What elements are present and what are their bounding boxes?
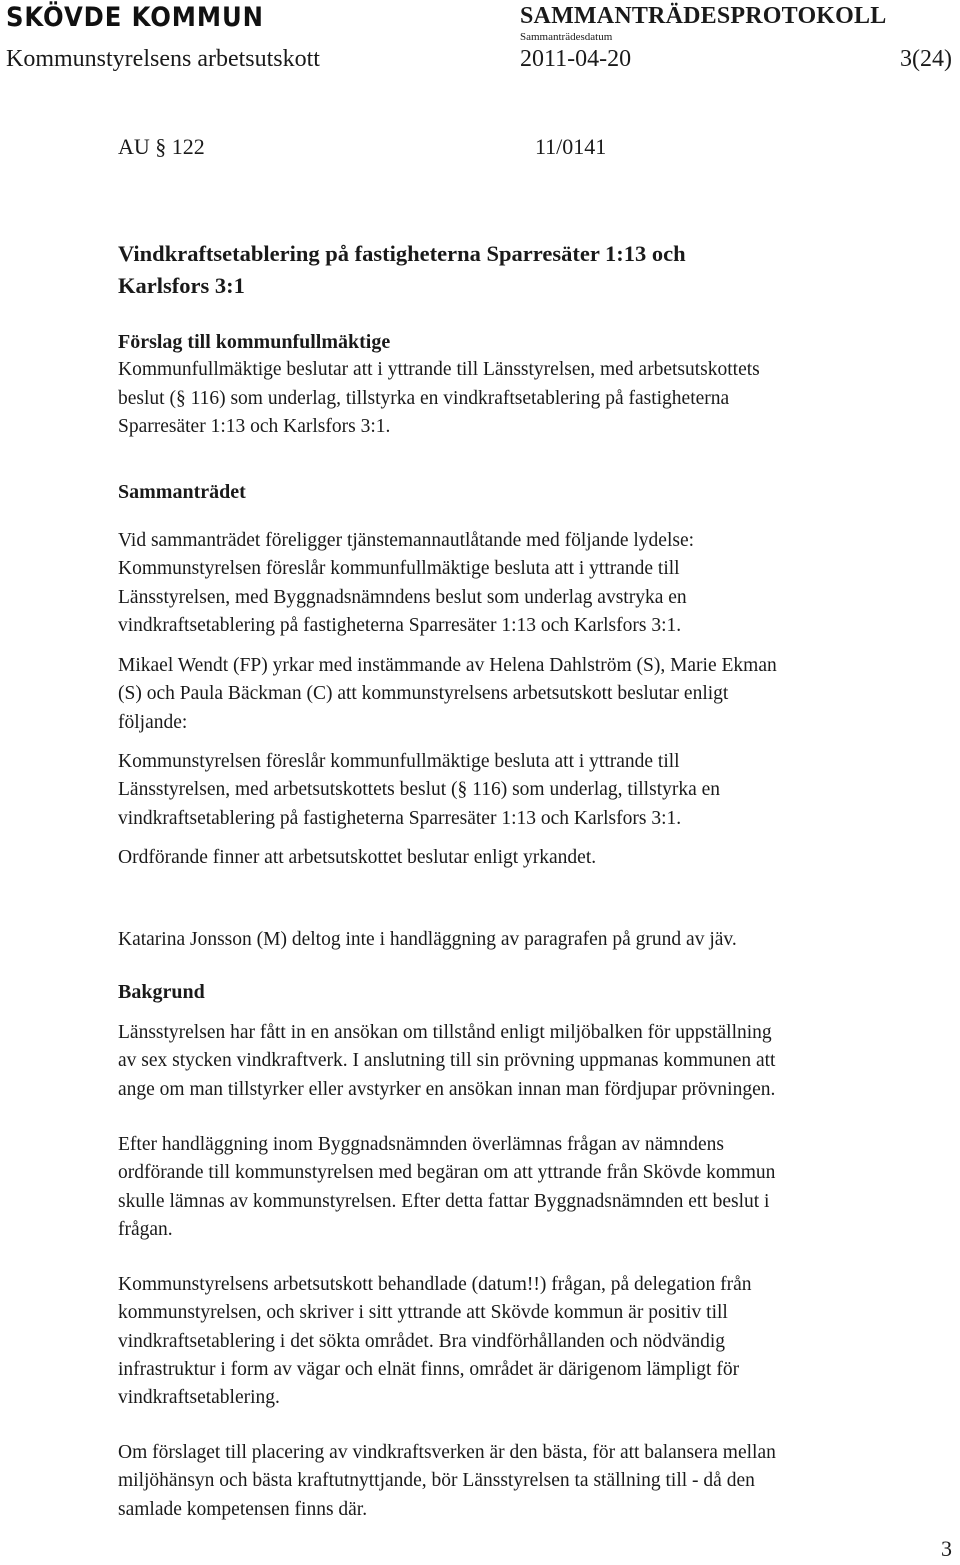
proposal-heading: Förslag till kommunfullmäktige xyxy=(118,331,391,353)
page-number: 3 xyxy=(941,1536,952,1561)
decision-paragraph: Ordförande finner att arbetsutskottet beslutar enligt yrkandet. xyxy=(118,847,597,868)
meeting-date: 2011-04-20 xyxy=(520,46,632,72)
case-number: 11/0141 xyxy=(535,134,607,159)
item-title-line: Karlsfors 3:1 xyxy=(118,273,245,298)
background-paragraph: Efter handläggning inom Byggnadsnämnden överlämnas frågan av nämndens ordförande till kommunstyrelsen med begäran om att yttrande från Skövde kommun skulle lämnas av kommunstyrelsen. Efter detta fattar Byggnadsnämnden ett beslut i frågan. xyxy=(118,1134,776,1240)
document-type: SAMMANTRÄDESPROTOKOLL xyxy=(520,3,887,29)
item-title-line: Vindkraftsetablering på fastigheterna Sparresäter 1:13 och xyxy=(118,241,686,266)
recusal-paragraph: Katarina Jonsson (M) deltog inte i handläggning av paragrafen på grund av jäv. xyxy=(118,929,737,950)
committee-name: Kommunstyrelsens arbetsutskott xyxy=(6,46,320,72)
item-title xyxy=(118,238,948,302)
proposal-section xyxy=(118,328,948,441)
paragraph-number: AU § 122 xyxy=(118,134,205,159)
municipality-logo: SKÖVDE KOMMUN xyxy=(6,2,264,33)
meeting-heading-wrap xyxy=(118,478,948,506)
motion-paragraph: Mikael Wendt (FP) yrkar med instämmande av Helena Dahlström (S), Marie Ekman (S) och Paula Bäckman (C) att kommunstyrelsens arbetsutskott beslutar enligt följande: xyxy=(118,655,777,733)
meeting-paragraph: Vid sammanträdet föreligger tjänstemannautlåtande med följande lydelse: Kommunstyrelsen föreslår kommunfullmäktige besluta att i yttrande till Länsstyrelsen, med Byggnadsnämndens beslut som underlag avstryka en vindkraftsetablering på fastigheterna Sparresäter 1:13 och Karlsfors 3:1. xyxy=(118,530,695,636)
background-heading-wrap xyxy=(118,978,948,1006)
motion-proposal-paragraph: Kommunstyrelsen föreslår kommunfullmäktige besluta att i yttrande till Länsstyrelsen, med arbetsutskottets beslut (§ 116) som underlag, tillstyrka en vindkraftsetablering på fastigheterna Sparresäter 1:13 och Karlsfors 3:1. xyxy=(118,751,721,829)
background-heading: Bakgrund xyxy=(118,981,205,1003)
page-reference: 3(24) xyxy=(900,46,952,72)
background-paragraph: Kommunstyrelsens arbetsutskott behandlade (datum!!) frågan, på delegation från kommunstyrelsen, och skriver i sitt yttrande att Skövde kommun är positiv till vindkraftsetablering i det sökta området. Bra vindförhållanden och nödvändig infrastruktur i form av vägar och elnät finns, området är därigenom lämpligt för vindkraftsetablering. xyxy=(118,1274,752,1409)
proposal-text: Kommunfullmäktige beslutar att i yttrande till Länsstyrelsen, med arbetsutskottets beslut (§ 116) som underlag, tillstyrka en vindkraftsetablering på fastigheterna Sparresäter 1:13 och Karlsfors 3:1. xyxy=(118,359,760,437)
background-paragraph: Om förslaget till placering av vindkraftsverken är den bästa, för att balansera mellan miljöhänsyn och bästa kraftutnyttjande, bör Länsstyrelsen ta ställning till - då den samlade kompetensen finns där. xyxy=(118,1442,776,1520)
meeting-heading: Sammanträdet xyxy=(118,481,246,503)
background-paragraph: Länsstyrelsen har fått in en ansökan om tillstånd enligt miljöbalken för uppställning av sex stycken vindkraftverk. I anslutning till sin prövning uppmanas kommunen att ange om man tillstyrker eller avstyrker en ansökan innan man fördjupar prövningen. xyxy=(118,1022,776,1100)
date-caption: Sammanträdesdatum xyxy=(520,31,613,43)
